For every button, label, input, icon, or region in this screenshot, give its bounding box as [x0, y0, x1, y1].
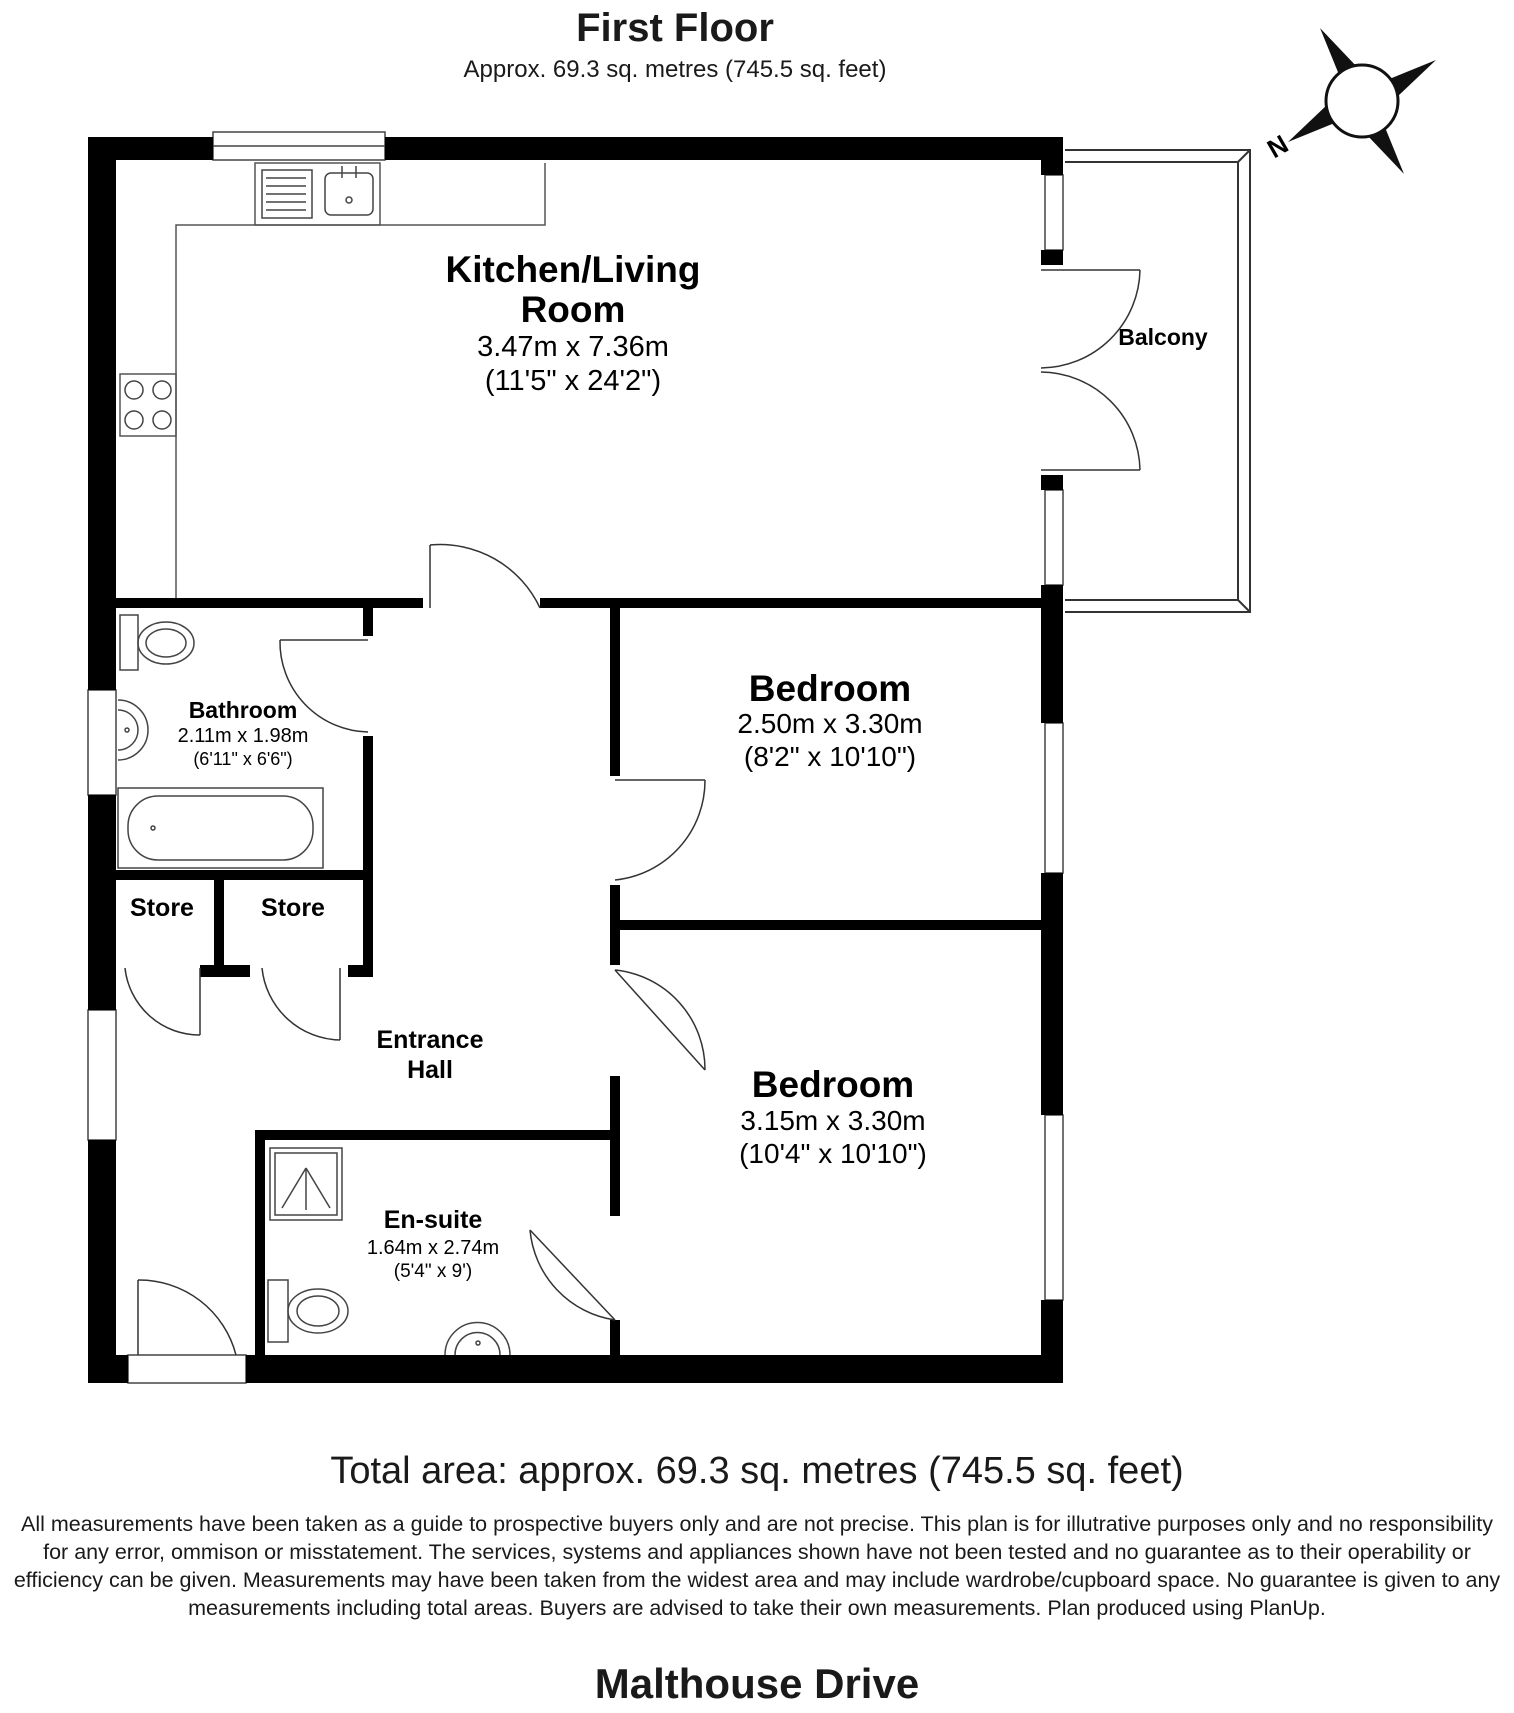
basin-icon: [118, 700, 148, 760]
ensuite-metric: 1.64m x 2.74m: [366, 1237, 500, 1259]
shower-icon: [270, 1148, 342, 1220]
bedroom2-name: Bedroom: [751, 1064, 915, 1105]
property-name: Malthouse Drive: [594, 1660, 920, 1707]
ensuite-imperial: (5'4" x 9'): [393, 1261, 473, 1282]
bath-icon: [118, 788, 323, 868]
bathroom-imperial: (6'11" x 6'6"): [193, 749, 293, 769]
balcony-outline: [1065, 150, 1250, 612]
store1-name: Store: [130, 894, 194, 922]
bedroom1-name: Bedroom: [748, 668, 912, 709]
bedroom1-imperial: (8'2" x 10'10"): [743, 741, 917, 772]
compass-north-label: N: [1262, 128, 1294, 165]
kitchen-name-line2: Room: [520, 289, 626, 330]
floor-title: First Floor: [576, 6, 774, 50]
hall-name-line1: Entrance: [376, 1026, 484, 1054]
toilet-icon: [120, 615, 194, 670]
balcony-name: Balcony: [1118, 324, 1208, 350]
ensuite-name: En-suite: [383, 1206, 483, 1234]
ensuite-basin-icon: [445, 1323, 510, 1356]
bathroom-name: Bathroom: [188, 697, 298, 723]
bathroom-metric: 2.11m x 1.98m: [177, 725, 309, 747]
kitchen-metric: 3.47m x 7.36m: [477, 331, 669, 363]
hall-name-line2: Hall: [407, 1056, 453, 1084]
disclaimer-text: All measurements have been taken as a guide to prospective buyers only and are not precise. This plan is for illutrative purposes only and no responsibility for any error, ommison or misstatement. The services, systems and appliances shown have not been tested and no guarantee as to their operability or efficiency can be given. Measurements may have been taken from the widest area and may include wardrobe/cupboard space. No guarantee is given to any measurements including total areas. Buyers are advised to take their own measurements. Plan produced using PlanUp.: [13, 1512, 1501, 1620]
bedroom2-metric: 3.15m x 3.30m: [740, 1105, 926, 1136]
kitchen-worktop: [120, 163, 545, 600]
doors: [125, 270, 1140, 1355]
kitchen-name-line1: Kitchen/Living: [445, 249, 701, 290]
bedroom1-metric: 2.50m x 3.30m: [737, 708, 923, 739]
ensuite-toilet-icon: [268, 1280, 348, 1342]
floor-subtitle: Approx. 69.3 sq. metres (745.5 sq. feet): [463, 56, 887, 83]
hob-icon: [125, 381, 171, 429]
sink-icon: [262, 166, 373, 218]
bedroom2-imperial: (10'4" x 10'10"): [739, 1138, 927, 1169]
compass-icon: [1262, 28, 1436, 174]
store2-name: Store: [261, 894, 325, 922]
total-area: Total area: approx. 69.3 sq. metres (745.5 sq. feet): [330, 1450, 1184, 1492]
kitchen-imperial: (11'5" x 24'2"): [484, 365, 662, 397]
